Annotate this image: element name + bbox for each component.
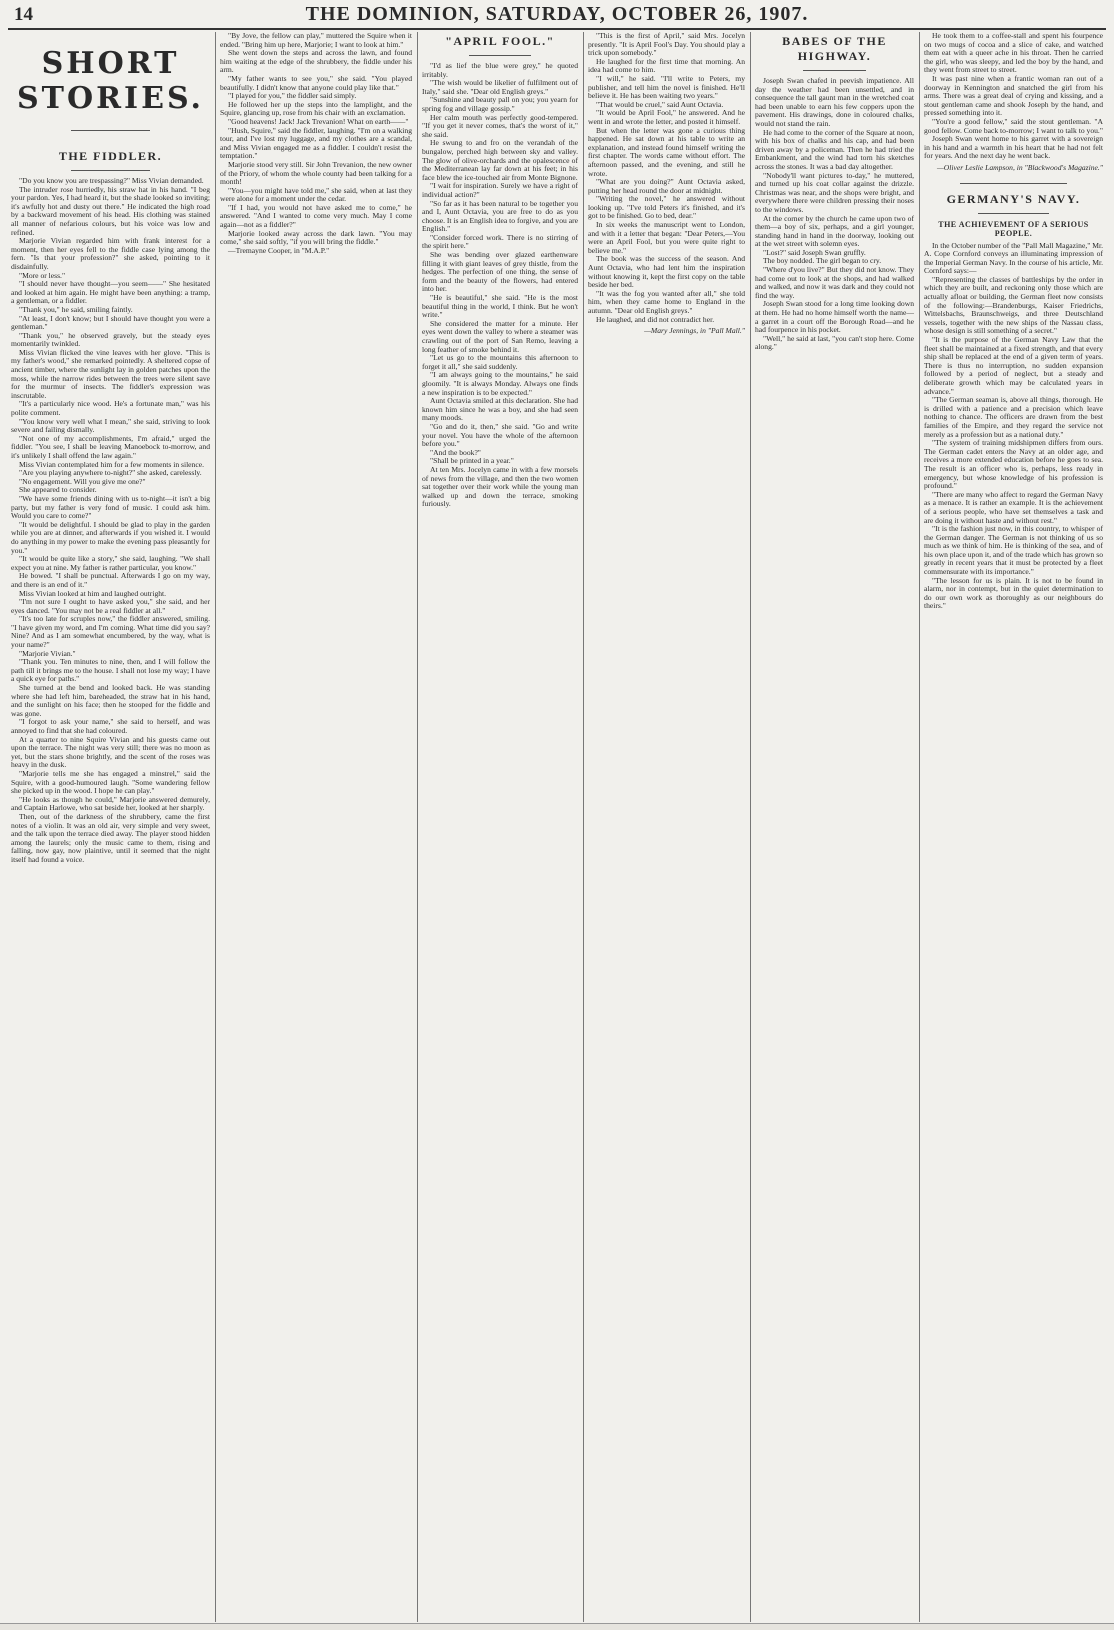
paragraph: But when the letter was gone a curious thing happened. He sat down at his table to write an explanation, and instead found himself writing the first chapter. The words came without effort. The afternoon passed, and the evening, and still he wrote. [588,125,745,178]
paragraph: She was bending over glazed earthenware filling it with giant leaves of grey thistle, from the hedges. The perfection of one thing, the sense of form and the beauty of the flowers, had entered into her. [422,250,578,294]
story-credit-babes: —Oliver Leslie Lampson, in "Blackwood's Magazine." [937,162,1103,172]
paragraph: "The lesson for us is plain. It is not to be found in alarm, nor in contempt, but in the quiet determination to do our own work as thoroughly as our neighbours do theirs." [924,575,1103,611]
paragraph: "Thank you," he said, smiling faintly. [19,304,133,314]
paragraph: "You're a good fellow," said the stout gentleman. "A good fellow. Come back to-morrow; I want to talk to you." [924,116,1103,135]
paragraph: "My father wants to see you," she said. "You played beautifully. I didn't know that anyone could play like that." [220,73,412,92]
column-5 [752,32,917,1622]
paragraph: Her calm mouth was perfectly good-tempered. "If you get it never comes, that's the worst of it," she said. [422,112,578,139]
column-rule [583,32,584,1622]
paragraph: "There are many who affect to regard the German Navy as a menace. It is rather an example. It is the achievement of a serious people, who have set themselves a task and are doing it without haste and without rest." [924,489,1103,525]
paragraph: "Shall be printed in a year." [430,456,514,466]
column-4 [585,32,748,1622]
paragraph: "You—you might have told me," she said, when at last they were alone for a moment under the cedar. [220,185,412,204]
paragraph: "The German seaman is, above all things, thorough. He is drilled with a patience and a precision which leave nothing to chance. The officers are drawn from the best families of the Empire, and they regard the service not merely as a profession but as a national duty." [924,395,1103,439]
column-rule [417,32,418,1622]
paragraph: He laughed for the first time that morning. An idea had come to him. [588,56,745,75]
paragraph: "Not one of my accomplishments, I'm afraid," urged the fiddler. "You see, I shall be leaving Manoebock to-morrow, and it's unlikely I shall offend the law again." [11,433,210,460]
paragraph: "What are you doing?" Aunt Octavia asked, putting her head round the door at midnight. [588,177,745,195]
story-title-navy: GERMANY'S NAVY. [946,191,1081,206]
paragraph: He bowed. "I shall be punctual. Afterwards I go on my way, and there is an end of it." [11,571,210,589]
paragraph: "It would be quite like a story," she said, laughing. "We shall expect you at nine. My father is rather particular, you know." [11,554,210,572]
paragraph: Joseph Swan went home to his garret with a sovereign in his hand and a warmth in his heart that he had not felt for years. And the next day he went back. [924,134,1103,161]
paragraph: At a quarter to nine Squire Vivian and his guests came out upon the terrace. The night was very still; there was no moon as yet, but the stars shone brightly, and the scent of the roses was heavy in the dusk. [11,734,210,770]
paragraph: "Do you know you are trespassing?" Miss Vivian demanded. [19,176,204,185]
paragraph: "I should never have thought—you seem——" She hesitated and looked at him again. He might have been anything: a tramp, a gentleman, or a fiddler. [11,279,210,306]
paragraph: "More or less." [19,270,66,280]
paragraph: "Nobody'll want pictures to-day," he muttered, and turned up his coat collar against the drizzle. Christmas was near, and the shops were bright, and everywhere there were children pressing their noses to the windows. [755,170,914,214]
divider [960,183,1067,184]
paragraph: The intruder rose hurriedly, his straw hat in his hand. "I beg your pardon. Yes, I had heard it, but the shade looked so inviting; it's awfully hot and dusty out there." He indicated the high road by a backward movement of his head. His clothing was stained all manner of nefarious colours, but his voice was low and refined. [11,184,210,237]
paragraph: "He looks as though he could," Marjorie answered demurely, and Captain Harlowe, who sat beside her, looked at her sharply. [11,794,210,813]
paragraph: "If I had, you would not have asked me to come," he answered. "And I wanted to come very much. May I come again—not as a fiddler?" [220,202,412,230]
paragraph: "No engagement. Will you give me one?" [19,476,146,486]
page-bottom-edge [0,1623,1114,1630]
paragraph: "I played for you," the fiddler said simply. [228,91,357,101]
paragraph: It was past nine when a frantic woman ran out of a doorway in Kennington and snatched the girl from his arms. There was a great deal of crying and kissing, and a stout gentleman came and shook Joseph by the hand, and pressed something into it. [924,73,1103,118]
newspaper-title: THE DOMINION, SATURDAY, OCTOBER 26, 1907. [305,3,809,25]
column-3 [419,32,581,1622]
story-subtitle-navy: THE ACHIEVEMENT OF A SERIOUS PEOPLE. [938,219,1089,238]
paragraph: At the corner by the church he came upon two of them—a boy of six, perhaps, and a girl younger, standing hand in hand in the doorway, looking out at the wet street with solemn eyes. [755,213,914,249]
paragraph: "Let us go to the mountains this afternoon to forget it all," she said suddenly. [422,353,578,371]
paragraph: "That would be cruel," said Aunt Octavia. [596,99,724,109]
divider [71,130,151,131]
divider [469,55,531,56]
paragraph: "Thank you. Ten minutes to nine, then, and I will follow the path till it brings me to the house. I shall not lose my way; I have a quick eye for paths." [11,657,210,684]
story-body-april-fool-part1 [422,62,578,509]
paragraph: Marjorie looked away across the dark lawn. "You may come," she said softly, "if you will bring the fiddle." [220,228,412,247]
column-rule [750,32,751,1622]
paragraph: "Go and do it, then," she said. "Go and write your novel. You have the whole of the afternoon before you." [422,421,578,449]
paragraph: "It is the purpose of the German Navy Law that the fleet shall be maintained at a fixed strength, and that every ship shall be replaced at the end of a given term of years. There is thus no interruption, no sudden expansion followed by a period of neglect, but a steady and deliberate growth which may be calculated years in advance." [924,335,1103,396]
paragraph: "He is beautiful," she said. "He is the most beautiful thing in the world, I think. But he won't write." [422,293,578,320]
paragraph: "I forgot to ask your name," she said to herself, and was annoyed to find that she had coloured. [11,717,210,735]
paragraph: "Good heavens! Jack! Jack Trevanion! What on earth——" [228,116,409,126]
paragraph: "It's a particularly nice wood. He's a fortunate man," was his polite comment. [11,399,210,418]
paragraph: She appeared to consider. [19,485,97,495]
paragraph: He laughed, and did not contradict her. [596,314,715,324]
column-2 [217,32,415,1622]
paragraph: "Where d'you live?" But they did not know. They had come out to look at the shops, and had walked and walked, and now it was dark and they could not find the way. [755,265,914,300]
column-1 [8,32,213,1622]
paragraph: "By Jove, the fellow can play," muttered the Squire when it ended. "Bring him up here, Marjorie; I want to look at him." [220,32,412,49]
story-title-april-fool: "APRIL FOOL." [445,34,555,48]
paragraph: "Marjorie tells me she has engaged a minstrel," said the Squire, with a good-humoured laugh. "Some wandering fellow she picked up in the wood. I hope he can play." [11,768,210,796]
paragraph: Joseph Swan stood for a long time looking down at them. He had no home himself worth the name—a garret in a court off the Borough Road—and he had fourpence in his pocket. [755,299,914,335]
paragraph: Marjorie stood very still. Sir John Trevanion, the new owner of the Priory, of whom the whole county had been talking for a month! [220,159,412,187]
column-rule [919,32,920,1622]
paragraph: "Sunshine and beauty pall on you; you yearn for spring fog and village gossip." [422,95,578,113]
paragraph: "It would be delightful. I should be glad to play in the garden while you are at dinner, and afterwards if you wished it. I would do anything in my power to make the evening pass pleasantly for you." [11,519,210,555]
paragraph: "The system of training midshipmen differs from ours. The German cadet enters the Navy at an older age, and receives a more extended education before he goes to sea. The result is an officer who is, perhaps, less ready in emergency, but whose knowledge of his profession is profound." [924,438,1103,491]
paragraph: "It's too late for scruples now," the fiddler answered, smiling. "I have given my word, and I'm coming. What time did you say? Nine? And as I am somewhat encumbered, by the way, what is your name?" [11,614,210,650]
paragraph: He followed her up the steps into the lamplight, and the Squire, glancing up, rose from his chair with an exclamation. [220,99,412,118]
paragraph: "I wait for inspiration. Surely we have a right of individual action?" [422,181,578,199]
paragraph: The book was the success of the season. And Aunt Octavia, who had lent him the inspiration without knowing it, kept the first copy on the table beside her bed. [588,254,745,290]
paragraph: "It was the fog you wanted after all," she told him, when they came home to England in the autumn. "Dear old English greys." [588,288,745,315]
masthead [0,0,1114,30]
paragraph: In six weeks the manuscript went to London, and with it a letter that began: "Dear Peters,—You were an April Fool, but you were quite right to believe me." [588,220,745,255]
paragraph: Marjorie Vivian regarded him with frank interest for a moment, then her eyes fell to the fiddle case lying among the fern. "Is that your profession?" she asked, pointing to it disdainfully. [11,236,210,271]
paragraph: "You know very well what I mean," she said, striving to look severe and failing dismally. [11,416,210,435]
story-title-babes: BABES OF THE HIGHWAY. [782,34,887,63]
section-heading: SHORT STORIES. [17,46,204,116]
story-body-fiddler-part1 [11,177,210,865]
paragraph: Miss Vivian flicked the vine leaves with her glove. "This is my father's wood," she remarked pointedly. A sheltered copse of ancient timber, where the sunlight lay in golden patches upon the moss, while the narrow rides between the trees were silent save for the murmur of insects. The fiddler's expression was inscrutable. [11,347,210,400]
paragraph: She went down the steps and across the lawn, and found him waiting at the edge of the shrubbery, the fiddle under his arm. [220,48,412,75]
paragraph: "And the book?" [430,447,481,457]
page-number: 14 [14,4,33,25]
paragraph: At ten Mrs. Jocelyn came in with a few morsels of news from the village, and then the two women sat together over their work while the young man walked up and down the terrace, smoking furiously. [422,464,578,509]
column-6 [921,32,1106,1622]
paragraph: He had come to the corner of the Square at noon, with his box of chalks and his cap, and had been driven away by a policeman. Then he had tried the Embankment, and the wind had torn his sketches across the stones. It was a bad day altogether. [755,127,914,171]
paragraph: Aunt Octavia smiled at this declaration. She had known him since he was a boy, and she had seen many moods. [422,396,578,423]
paragraph: "It would be April Fool," he answered. And he went in and wrote the letter, and posted it himself. [588,108,745,126]
story-body-navy [924,242,1103,612]
paragraph: "Thank you," he observed gravely, but the steady eyes momentarily twinkled. [11,330,210,349]
paragraph: "So far as it has been natural to be together you and I, Aunt Octavia, you are free to do as you choose. It is an English idea to forgive, and you are English." [422,198,578,234]
paragraph: "Marjorie Vivian." [19,648,76,658]
paragraph: The boy nodded. The girl began to cry. [763,256,882,266]
paragraph: "I'd as lief the blue were grey," he quoted irritably. [422,61,578,79]
story-title-fiddler: THE FIDDLER. [58,149,163,163]
masthead-rule [8,28,1106,30]
story-credit-april-fool: —Mary Jennings, in "Pall Mall." [644,326,745,336]
column-rule [215,32,216,1622]
paragraph: She considered the matter for a minute. Her eyes went down the valley to where a steamer was crawling out of the port of San Remo, leaving a long feather of smoke behind it. [422,318,578,354]
paragraph: Joseph Swan chafed in peevish impatience. All day the weather had been unsettled, and in consequence the tall gaunt man in the wretched coat had been unable to earn his few coppers upon the pavement. His drawings, done in coloured chalks, would not stand the rain. [755,76,914,128]
story-body-april-fool-part2 [588,32,745,336]
paragraph: Then, out of the darkness of the shrubbery, came the first notes of a violin. It was an old air, very simple and very sweet, and the talk upon the terrace died away. The player stood hidden among the laurels; only the music came to them, rising and falling, now gay, now plaintive, until it seemed that the night itself had found a voice. [11,811,210,864]
paragraph: "I am always going to the mountains," he said gloomily. "It is always Monday. Always one finds a new inspiration is to be expected." [422,370,578,397]
paragraph: Miss Vivian looked at him and laughed outright. [19,588,167,598]
paragraph: "Are you playing anywhere to-night?" she asked, carelessly. [19,468,202,478]
paragraph: Miss Vivian contemplated him for a few moments in silence. [19,459,204,469]
paragraph: She turned at the bend and looked back. He was standing where she had left him, bareheaded, the straw hat in his hand, and the sunlight on his face; then he stooped for the fiddle and was gone. [11,683,210,718]
paragraph: He swung to and fro on the verandah of the bungalow, perched high between sky and valley. The glow of olive-orchards and the opalescence of the Mediterranean lay far down at his feet; in his face blew the ice-touched air from Monte Bignone. [422,138,578,182]
paragraph: "I will," he said. "I'll write to Peters, my publisher, and tell him the novel is finished. He'll believe it. He has been waiting two years." [588,73,745,101]
paragraph: "This is the first of April," said Mrs. Jocelyn presently. "It is April Fool's Day. You should play a trick upon somebody." [588,32,745,58]
paragraph: He took them to a coffee-stall and spent his fourpence on two mugs of cocoa and a slice of cake, and watched them eat with a queer ache in his throat. Then he carried the girl, who was sleepy, and led the boy by the hand, and they went from street to street. [924,32,1103,75]
paragraph: —Tremayne Cooper, in "M.A.P." [228,245,330,255]
paragraph: "Lost?" said Joseph Swan gruffly. [763,247,866,257]
paragraph: "It is the fashion just now, in this country, to whisper of the German danger. The German is not thinking of us so much as we think of him. He is thinking of the sea, and of his own place upon it, and of the trade which has grown so greatly in recent years that it must be protected by a fleet commensurate with its importance." [924,524,1103,577]
paragraph: "The wish would be likelier of fulfilment out of Italy," said she. "Dear old English greys." [422,78,578,96]
paragraph: "Hush, Squire," said the fiddler, laughing. "I'm on a walking tour, and I've lost my luggage, and my clothes are a scandal, and Miss Vivian engaged me as a fiddler. I couldn't resist the temptation." [220,125,412,161]
paragraph: "Well," he said at last, "you can't stop here. Come along." [755,333,914,352]
divider [978,213,1050,214]
paragraph: "I'm not sure I ought to have asked you," she said, and her eyes danced. "You may not be a real fiddler at all." [11,597,210,615]
story-body-babes-part2 [924,32,1103,173]
paragraph: "At least, I don't know; but I should have thought you were a gentleman." [11,313,210,332]
divider [803,70,867,71]
paragraph: "Representing the classes of battleships by the order in which they are built, and reckoning only those which are actually afloat or building, the German fleet now consists of the following:—Brandenburgs, Kaiser Friedrichs, Wittelsbachs, Braunschweigs, and three Deutschland vessels, together with the new ships of the Nassau class, whose design is still something of a secret." [924,274,1103,336]
divider [71,170,151,171]
paragraph: In the October number of the "Pall Mall Magazine," Mr. A. Cope Cornford conveys an illuminating impression of the Imperial German Navy. In the course of his article, Mr. Cornford says:— [924,240,1103,276]
paragraph: "We have some friends dining with us to-night—it isn't a big party, but my father is very fond of music. I could ask him. Would you care to come?" [11,493,210,521]
paragraph: "Writing the novel," he answered without looking up. "I've told Peters it's finished, and it's got to be finished. Go to bed, dear." [588,194,745,221]
story-body-fiddler-part2 [220,32,412,255]
story-body-babes-part1 [755,77,914,352]
paragraph: "Consider forced work. There is no stirring of the spirit here." [422,232,578,251]
